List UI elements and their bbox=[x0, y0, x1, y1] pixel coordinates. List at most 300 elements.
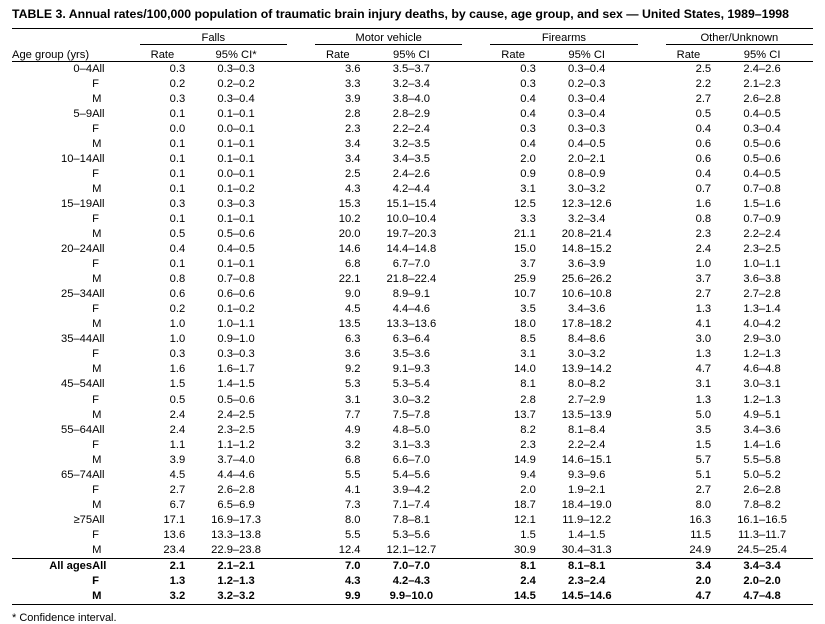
cell-age-group bbox=[12, 167, 92, 182]
cell-mv-rate: 2.5 bbox=[344, 167, 361, 180]
cell-mv-ci: 2.4–2.6 bbox=[392, 167, 431, 180]
table-row bbox=[12, 77, 813, 92]
cell-other-ci: 3.6–3.8 bbox=[743, 273, 781, 286]
cell-falls-rate: 4.5 bbox=[169, 468, 186, 481]
cell-sex: F bbox=[92, 438, 99, 451]
cell-mv-rate: 4.3 bbox=[344, 182, 361, 195]
cell-other-ci: 4.9–5.1 bbox=[743, 408, 781, 421]
cell-age-group bbox=[12, 408, 92, 423]
spacer-cell bbox=[287, 287, 315, 302]
spacer-cell bbox=[287, 61, 315, 77]
spacer-cell bbox=[638, 332, 666, 347]
spacer-cell bbox=[638, 212, 666, 227]
cell-mv-ci: 10.0–10.4 bbox=[386, 212, 437, 225]
cell-other-rate: 0.5 bbox=[695, 107, 712, 120]
cell-sex: M bbox=[92, 498, 102, 511]
cell-falls-rate: 2.7 bbox=[169, 483, 186, 496]
cell-other-ci: 4.7–4.8 bbox=[743, 590, 781, 603]
cell-age-group: 15–19 bbox=[60, 197, 93, 210]
cell-mv-ci: 7.0–7.0 bbox=[361, 559, 463, 575]
cell-other-ci: 0.5–0.6 bbox=[743, 137, 781, 150]
cell-other-ci: 0.3–0.4 bbox=[743, 122, 781, 135]
spacer-cell bbox=[462, 332, 490, 347]
spacer-cell bbox=[638, 423, 666, 438]
cell-mv-ci: 14.4–14.8 bbox=[386, 243, 437, 256]
cell-mv-ci: 8.9–9.1 bbox=[392, 288, 431, 301]
cell-age-group bbox=[12, 393, 92, 408]
cell-firearms-ci: 8.0–8.2 bbox=[568, 378, 606, 391]
cell-firearms-rate: 0.4 bbox=[520, 92, 536, 105]
spacer-cell bbox=[638, 302, 666, 317]
cell-falls-ci: 0.1–0.1 bbox=[217, 107, 255, 120]
spacer-cell bbox=[287, 44, 315, 61]
cell-other-ci: 2.1–2.3 bbox=[743, 77, 781, 90]
spacer-cell bbox=[462, 272, 490, 287]
cell-falls-rate: 0.8 bbox=[169, 273, 186, 286]
cell-sex: All bbox=[92, 62, 105, 75]
cell-falls-rate: 6.7 bbox=[169, 498, 186, 511]
cell-other-ci: 4.6–4.8 bbox=[743, 363, 781, 376]
cell-falls-ci: 0.5–0.6 bbox=[217, 393, 255, 406]
table-row bbox=[12, 468, 813, 483]
cell-firearms-ci: 30.4–31.3 bbox=[561, 544, 612, 556]
cell-age-group: 25–34 bbox=[60, 288, 93, 301]
cell-other-rate: 0.6 bbox=[695, 137, 712, 150]
cell-sex: M bbox=[92, 590, 102, 603]
cell-firearms-rate: 1.5 bbox=[520, 528, 536, 541]
cell-age-group bbox=[12, 302, 92, 317]
cell-mv-rate: 10.2 bbox=[338, 212, 361, 225]
cell-sex: F bbox=[92, 167, 99, 180]
cell-mv-ci: 9.9–10.0 bbox=[389, 590, 434, 603]
cell-age-group bbox=[12, 574, 92, 589]
cell-firearms-ci: 17.8–18.2 bbox=[561, 318, 612, 331]
cell-other-ci: 3.4–3.6 bbox=[743, 423, 781, 436]
cell-falls-ci: 0.0–0.1 bbox=[217, 167, 255, 180]
cell-other-rate: 2.3 bbox=[695, 228, 712, 241]
spacer-cell bbox=[638, 483, 666, 498]
cell-mv-rate: 3.2 bbox=[344, 438, 361, 451]
cell-firearms-ci: 0.2–0.3 bbox=[568, 77, 606, 90]
cell-age-group bbox=[12, 528, 92, 543]
spacer-cell bbox=[287, 483, 315, 498]
cell-sex: F bbox=[92, 212, 99, 225]
spacer-cell bbox=[638, 242, 666, 257]
cell-sex: F bbox=[92, 483, 99, 496]
spacer-cell bbox=[462, 152, 490, 167]
table-row bbox=[12, 137, 813, 152]
spacer-cell bbox=[462, 362, 490, 377]
cell-firearms-ci: 20.8–21.4 bbox=[561, 228, 612, 241]
cell-falls-ci: 0.2–0.2 bbox=[217, 77, 255, 90]
cell-mv-ci: 6.3–6.4 bbox=[392, 333, 431, 346]
spacer-cell bbox=[287, 332, 315, 347]
cell-age-group bbox=[12, 227, 92, 242]
spacer-cell bbox=[287, 28, 315, 44]
cell-mv-rate: 6.8 bbox=[344, 258, 361, 271]
cell-other-ci: 2.6–2.8 bbox=[743, 92, 781, 105]
cell-other-ci: 2.9–3.0 bbox=[743, 333, 781, 346]
spacer-cell bbox=[287, 197, 315, 212]
cell-other-ci: 1.3–1.4 bbox=[743, 303, 781, 316]
spacer-cell bbox=[462, 438, 490, 453]
spacer-cell bbox=[287, 302, 315, 317]
cell-mv-rate: 4.9 bbox=[344, 423, 361, 436]
spacer-cell bbox=[287, 257, 315, 272]
spacer-cell bbox=[462, 242, 490, 257]
spacer-cell bbox=[287, 528, 315, 543]
cell-sex: All bbox=[92, 333, 105, 346]
cell-other-ci: 5.0–5.2 bbox=[743, 468, 781, 481]
cell-mv-ci: 7.5–7.8 bbox=[392, 408, 431, 421]
column-header-firearms-rate: Rate bbox=[501, 48, 525, 61]
cell-sex: M bbox=[92, 273, 102, 286]
spacer-cell bbox=[638, 92, 666, 107]
cell-falls-ci: 0.3–0.3 bbox=[217, 197, 255, 210]
cell-falls-rate: 0.3 bbox=[169, 62, 186, 75]
cell-other-ci: 2.6–2.8 bbox=[743, 483, 781, 496]
cell-other-ci: 3.0–3.1 bbox=[743, 378, 781, 391]
cell-other-rate: 5.1 bbox=[695, 468, 712, 481]
spacer-cell bbox=[287, 543, 315, 559]
cell-falls-ci: 0.3–0.3 bbox=[217, 62, 255, 75]
cell-age-group: 20–24 bbox=[60, 243, 93, 256]
cell-other-ci: 4.0–4.2 bbox=[743, 318, 781, 331]
cell-firearms-ci: 10.6–10.8 bbox=[561, 288, 612, 301]
cell-falls-rate: 0.1 bbox=[169, 107, 186, 120]
cell-firearms-rate: 0.4 bbox=[520, 137, 536, 150]
spacer-cell bbox=[638, 574, 666, 589]
table-row bbox=[12, 362, 813, 377]
cell-sex: All bbox=[92, 468, 105, 481]
cell-other-ci: 2.4–2.6 bbox=[743, 62, 781, 75]
cell-age-group bbox=[12, 347, 92, 362]
table-row bbox=[12, 212, 813, 227]
cell-other-rate: 0.4 bbox=[695, 122, 712, 135]
table-row bbox=[12, 152, 813, 167]
spacer-cell bbox=[287, 468, 315, 483]
cell-mv-ci: 3.2–3.5 bbox=[392, 137, 431, 150]
table-row bbox=[12, 122, 813, 137]
cell-sex: M bbox=[92, 453, 102, 466]
table-row bbox=[12, 272, 813, 287]
table-head bbox=[12, 28, 813, 61]
cell-firearms-ci: 18.4–19.0 bbox=[561, 498, 612, 511]
cell-falls-rate: 1.5 bbox=[169, 378, 186, 391]
spacer-cell bbox=[638, 362, 666, 377]
cell-other-rate: 11.5 bbox=[690, 528, 712, 541]
cell-mv-ci: 7.8–8.1 bbox=[392, 513, 431, 526]
spacer-cell bbox=[638, 257, 666, 272]
cell-firearms-ci: 2.2–2.4 bbox=[568, 438, 606, 451]
spacer-cell bbox=[462, 92, 490, 107]
group-header-motor-vehicle: Motor vehicle bbox=[315, 28, 462, 44]
cell-falls-ci: 0.9–1.0 bbox=[217, 333, 255, 346]
spacer-cell bbox=[638, 287, 666, 302]
cell-mv-rate: 7.3 bbox=[344, 498, 361, 511]
cell-mv-rate: 4.5 bbox=[344, 303, 361, 316]
cell-sex: All bbox=[92, 197, 105, 210]
spacer-cell bbox=[462, 574, 490, 589]
cell-falls-ci: 3.7–4.0 bbox=[217, 453, 255, 466]
spacer-cell bbox=[638, 122, 666, 137]
spacer-cell bbox=[287, 574, 315, 589]
table-row bbox=[12, 227, 813, 242]
cell-falls-rate: 0.1 bbox=[169, 167, 186, 180]
cell-mv-ci: 4.8–5.0 bbox=[392, 423, 431, 436]
cell-mv-rate: 5.3 bbox=[344, 378, 361, 391]
cell-mv-rate: 3.1 bbox=[344, 393, 361, 406]
cell-sex: All bbox=[92, 378, 105, 391]
cell-falls-rate: 0.3 bbox=[169, 197, 186, 210]
cell-mv-rate: 13.5 bbox=[338, 318, 361, 331]
cell-other-rate: 2.7 bbox=[695, 92, 712, 105]
cell-firearms-rate: 2.8 bbox=[520, 393, 536, 406]
cell-mv-rate: 12.4 bbox=[338, 544, 361, 556]
spacer-cell bbox=[287, 107, 315, 122]
table-row bbox=[12, 393, 813, 408]
spacer-cell bbox=[287, 242, 315, 257]
cell-other-rate: 5.0 bbox=[695, 408, 712, 421]
cell-firearms-rate: 8.1 bbox=[520, 378, 536, 391]
column-header-falls-rate: Rate bbox=[150, 48, 175, 61]
cell-falls-ci: 2.4–2.5 bbox=[217, 408, 255, 421]
spacer-cell bbox=[287, 423, 315, 438]
cell-falls-rate: 0.1 bbox=[169, 258, 186, 271]
cell-falls-ci: 2.1–2.1 bbox=[185, 559, 287, 575]
cell-sex: F bbox=[92, 348, 99, 361]
cell-falls-ci: 0.5–0.6 bbox=[217, 228, 255, 241]
cell-age-group: 35–44 bbox=[60, 333, 93, 346]
table-row bbox=[12, 257, 813, 272]
spacer-cell bbox=[638, 272, 666, 287]
cell-firearms-rate: 3.3 bbox=[520, 212, 536, 225]
cell-other-rate: 4.7 bbox=[695, 363, 712, 376]
cell-firearms-ci: 14.6–15.1 bbox=[561, 453, 612, 466]
cell-falls-rate: 1.3 bbox=[169, 575, 186, 588]
cell-falls-ci: 0.1–0.1 bbox=[217, 212, 255, 225]
table-row bbox=[12, 242, 813, 257]
table-row bbox=[12, 559, 813, 575]
cell-other-ci: 3.4–3.4 bbox=[711, 559, 813, 575]
cell-mv-ci: 9.1–9.3 bbox=[392, 363, 431, 376]
spacer-cell bbox=[638, 393, 666, 408]
cell-other-rate: 1.6 bbox=[695, 197, 712, 210]
cell-mv-ci: 4.2–4.3 bbox=[392, 575, 431, 588]
cell-firearms-ci: 3.4–3.6 bbox=[568, 303, 606, 316]
cell-firearms-ci: 0.3–0.3 bbox=[568, 122, 606, 135]
cell-firearms-rate: 0.3 bbox=[520, 62, 536, 75]
cell-mv-ci: 3.1–3.3 bbox=[392, 438, 431, 451]
cell-mv-ci: 3.9–4.2 bbox=[392, 483, 431, 496]
cell-firearms-rate: 15.0 bbox=[514, 243, 536, 256]
cell-falls-rate: 0.3 bbox=[169, 92, 186, 105]
cell-other-rate: 4.1 bbox=[695, 318, 712, 331]
cell-other-rate: 0.8 bbox=[695, 212, 712, 225]
cell-other-ci: 5.5–5.8 bbox=[743, 453, 781, 466]
cell-mv-ci: 3.5–3.6 bbox=[392, 348, 431, 361]
table-row bbox=[12, 317, 813, 332]
cell-sex: M bbox=[92, 228, 102, 241]
table-row bbox=[12, 287, 813, 302]
table-row bbox=[12, 453, 813, 468]
cell-mv-rate: 9.9 bbox=[344, 590, 361, 603]
cell-firearms-rate: 0.9 bbox=[520, 167, 536, 180]
cell-falls-ci: 6.5–6.9 bbox=[217, 498, 255, 511]
cell-falls-rate: 13.6 bbox=[163, 528, 186, 541]
cell-falls-ci: 0.6–0.6 bbox=[217, 288, 255, 301]
cell-mv-rate: 2.3 bbox=[344, 122, 361, 135]
cell-age-group bbox=[12, 182, 92, 197]
cell-sex: M bbox=[92, 92, 102, 105]
cell-falls-ci: 3.2–3.2 bbox=[217, 590, 255, 603]
column-header-mv-rate: Rate bbox=[325, 48, 350, 61]
group-header-row bbox=[12, 28, 813, 44]
cell-falls-rate: 3.9 bbox=[169, 453, 186, 466]
cell-age-group: ≥75 bbox=[73, 513, 93, 526]
cell-other-ci: 16.1–16.5 bbox=[737, 513, 787, 526]
table-row bbox=[12, 528, 813, 543]
cell-falls-ci: 0.1–0.2 bbox=[217, 303, 255, 316]
cell-age-group bbox=[12, 92, 92, 107]
cell-firearms-rate: 13.7 bbox=[514, 408, 536, 421]
cell-age-group: 0–4 bbox=[73, 62, 93, 75]
spacer-cell bbox=[638, 453, 666, 468]
cell-firearms-rate: 0.3 bbox=[520, 77, 536, 90]
cell-mv-ci: 12.1–12.7 bbox=[386, 544, 437, 556]
cell-age-group bbox=[12, 483, 92, 498]
spacer-cell bbox=[638, 468, 666, 483]
spacer-cell bbox=[287, 77, 315, 92]
cell-firearms-ci: 0.4–0.5 bbox=[568, 137, 606, 150]
cell-mv-ci: 13.3–13.6 bbox=[386, 318, 437, 331]
spacer-cell bbox=[462, 347, 490, 362]
spacer-cell bbox=[287, 408, 315, 423]
cell-falls-rate: 0.5 bbox=[169, 228, 186, 241]
spacer-cell bbox=[638, 317, 666, 332]
cell-falls-ci: 0.1–0.2 bbox=[217, 182, 255, 195]
cell-falls-ci: 0.4–0.5 bbox=[217, 243, 255, 256]
cell-mv-ci: 3.2–3.4 bbox=[392, 77, 431, 90]
spacer-cell bbox=[462, 468, 490, 483]
cell-mv-rate: 4.1 bbox=[344, 483, 361, 496]
cell-firearms-ci: 2.3–2.4 bbox=[568, 575, 606, 588]
cell-firearms-rate: 8.1 bbox=[490, 559, 535, 575]
cell-other-rate: 2.0 bbox=[695, 575, 712, 588]
cell-falls-rate: 0.0 bbox=[169, 122, 186, 135]
cell-firearms-rate: 18.0 bbox=[514, 318, 536, 331]
cell-firearms-rate: 12.1 bbox=[514, 513, 536, 526]
table-row bbox=[12, 408, 813, 423]
column-header-firearms-ci: 95% CI bbox=[568, 48, 606, 61]
cell-firearms-ci: 3.0–3.2 bbox=[568, 182, 606, 195]
spacer-cell bbox=[462, 393, 490, 408]
cell-sex: All bbox=[92, 559, 140, 575]
spacer-cell bbox=[638, 513, 666, 528]
spacer-cell bbox=[462, 423, 490, 438]
cell-falls-rate: 1.0 bbox=[169, 318, 186, 331]
spacer-cell bbox=[462, 61, 490, 77]
cell-age-group bbox=[12, 122, 92, 137]
cell-sex: M bbox=[92, 544, 102, 556]
cell-sex: F bbox=[92, 258, 99, 271]
cell-mv-rate: 3.9 bbox=[344, 92, 361, 105]
spacer-cell bbox=[287, 152, 315, 167]
table-row bbox=[12, 107, 813, 122]
table-row bbox=[12, 377, 813, 392]
spacer-cell bbox=[462, 483, 490, 498]
spacer-cell bbox=[287, 137, 315, 152]
cell-firearms-rate: 12.5 bbox=[514, 197, 536, 210]
cell-mv-ci: 2.8–2.9 bbox=[392, 107, 431, 120]
cell-firearms-ci: 8.1–8.1 bbox=[536, 559, 638, 575]
cell-other-ci: 0.7–0.9 bbox=[743, 212, 781, 225]
spacer-cell bbox=[462, 528, 490, 543]
spacer-cell bbox=[462, 28, 490, 44]
column-header-falls-ci: 95% CI* bbox=[215, 48, 257, 61]
spacer-cell bbox=[638, 28, 666, 44]
spacer-cell bbox=[287, 92, 315, 107]
cell-sex: All bbox=[92, 288, 105, 301]
spacer-cell bbox=[462, 212, 490, 227]
spacer-cell bbox=[287, 498, 315, 513]
group-header-falls: Falls bbox=[140, 28, 287, 44]
cell-mv-rate: 3.3 bbox=[344, 77, 361, 90]
cell-falls-ci: 1.4–1.5 bbox=[217, 378, 255, 391]
cell-falls-ci: 0.0–0.1 bbox=[217, 122, 255, 135]
column-header-mv-ci: 95% CI bbox=[393, 48, 430, 61]
spacer-cell bbox=[462, 408, 490, 423]
cell-falls-ci: 1.2–1.3 bbox=[217, 575, 255, 588]
cell-other-rate: 0.4 bbox=[695, 167, 712, 180]
cell-mv-rate: 6.8 bbox=[344, 453, 361, 466]
cell-falls-ci: 1.0–1.1 bbox=[217, 318, 255, 331]
cell-mv-ci: 5.3–5.6 bbox=[392, 528, 431, 541]
cell-firearms-rate: 3.5 bbox=[520, 303, 536, 316]
cell-firearms-rate: 18.7 bbox=[514, 498, 536, 511]
cell-other-rate: 3.4 bbox=[666, 559, 711, 575]
column-header-other-rate: Rate bbox=[676, 48, 701, 61]
cell-mv-ci: 5.4–5.6 bbox=[392, 468, 431, 481]
cell-mv-ci: 4.2–4.4 bbox=[392, 182, 431, 195]
cell-age-group: 10–14 bbox=[60, 152, 93, 165]
cell-falls-rate: 0.1 bbox=[169, 182, 186, 195]
cell-falls-rate: 0.3 bbox=[169, 348, 186, 361]
cell-other-rate: 0.6 bbox=[695, 152, 712, 165]
cell-mv-rate: 9.0 bbox=[344, 288, 361, 301]
cell-falls-ci: 2.3–2.5 bbox=[217, 423, 255, 436]
cell-firearms-ci: 11.9–12.2 bbox=[562, 513, 612, 526]
spacer-cell bbox=[462, 559, 490, 575]
cell-mv-rate: 20.0 bbox=[338, 228, 361, 241]
cell-age-group bbox=[12, 438, 92, 453]
cell-falls-rate: 17.1 bbox=[163, 513, 186, 526]
cell-sex: All bbox=[92, 107, 105, 120]
spacer-cell bbox=[287, 362, 315, 377]
spacer-cell bbox=[462, 182, 490, 197]
cell-other-ci: 1.5–1.6 bbox=[743, 197, 781, 210]
cell-other-rate: 2.2 bbox=[695, 77, 712, 90]
cell-other-rate: 1.5 bbox=[695, 438, 712, 451]
spacer-cell bbox=[287, 393, 315, 408]
cell-falls-ci: 0.3–0.3 bbox=[217, 348, 255, 361]
cell-mv-rate: 4.3 bbox=[344, 575, 361, 588]
spacer-cell bbox=[462, 197, 490, 212]
spacer-cell bbox=[287, 513, 315, 528]
cell-falls-rate: 0.4 bbox=[169, 243, 186, 256]
cell-mv-rate: 9.2 bbox=[344, 363, 361, 376]
cell-falls-ci: 0.1–0.1 bbox=[217, 258, 255, 271]
